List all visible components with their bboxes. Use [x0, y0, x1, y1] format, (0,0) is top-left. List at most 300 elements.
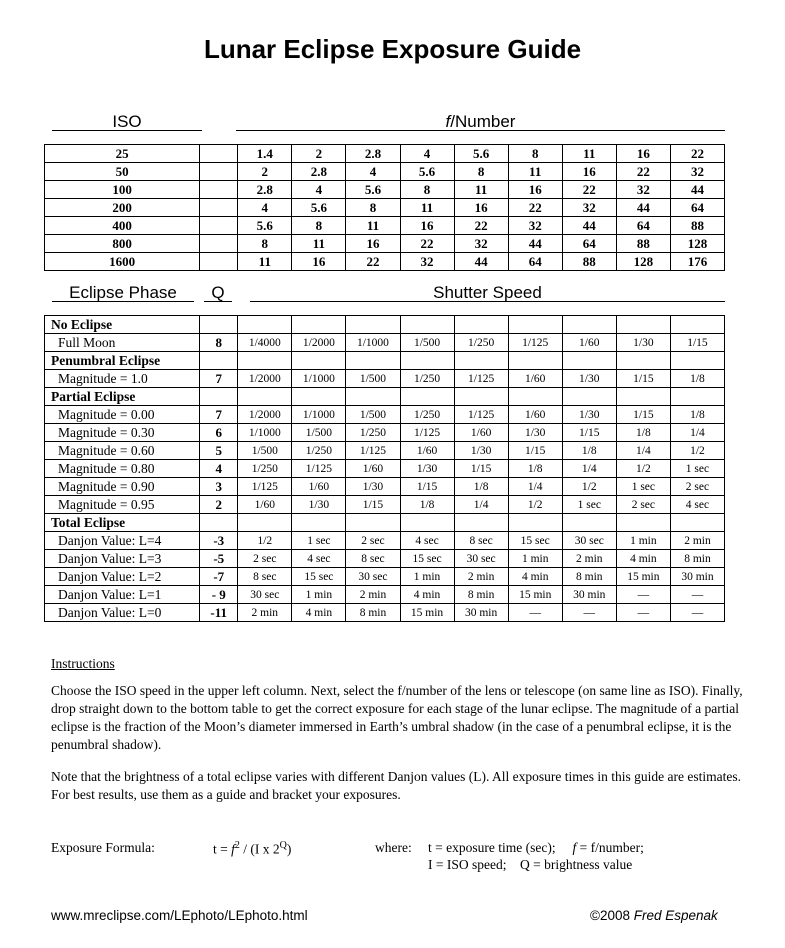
exposure-cell [508, 388, 562, 406]
exposure-cell [562, 316, 616, 334]
exposure-cell: 30 sec [562, 532, 616, 550]
iso-value: 25 [45, 145, 200, 163]
exposure-cell: 1/125 [346, 442, 400, 460]
exposure-cell [670, 316, 724, 334]
fnumber-cell: 88 [616, 235, 670, 253]
section-row [45, 514, 725, 532]
fnumber-cell: 88 [670, 217, 724, 235]
exposure-cell: 1/60 [238, 496, 292, 514]
exposure-cell: 1/4 [454, 496, 508, 514]
fnumber-cell: 44 [616, 199, 670, 217]
exposure-cell: 1/8 [562, 442, 616, 460]
fnumber-cell: 16 [292, 253, 346, 271]
exposure-cell: 1/30 [562, 406, 616, 424]
footer-copyright: ©2008 [590, 908, 630, 923]
fnumber-header-underline [236, 130, 725, 131]
section-row [45, 352, 725, 370]
fnumber-cell: 64 [616, 217, 670, 235]
exposure-cell: 30 sec [238, 586, 292, 604]
phase-label: Magnitude = 0.80 [45, 460, 200, 478]
exposure-cell: 1/1000 [346, 334, 400, 352]
fnumber-cell: 2 [238, 163, 292, 181]
exposure-cell: 1/500 [400, 334, 454, 352]
fnumber-cell: 5.6 [400, 163, 454, 181]
exposure-cell: 4 sec [400, 532, 454, 550]
exposure-cell [670, 514, 724, 532]
fnumber-cell: 11 [292, 235, 346, 253]
exposure-cell: 1/30 [400, 460, 454, 478]
exposure-row [45, 406, 725, 424]
exposure-cell: 2 min [346, 586, 400, 604]
formula-label: Exposure Formula: [51, 840, 155, 855]
fnumber-cell: 32 [454, 235, 508, 253]
formula-def-f: = f/number; [576, 840, 644, 855]
fnumber-cell: 64 [670, 199, 724, 217]
fnumber-cell: 22 [454, 217, 508, 235]
fnumber-cell: 11 [454, 181, 508, 199]
exposure-cell [292, 514, 346, 532]
formula-f: f [231, 841, 235, 857]
fnumber-cell: 2.8 [346, 145, 400, 163]
fnumber-cell: 5.6 [238, 217, 292, 235]
fnumber-cell: 4 [238, 199, 292, 217]
q-value: -7 [200, 568, 238, 586]
q-cell [200, 352, 238, 370]
iso-table-row [45, 217, 725, 235]
exposure-cell: 1/1000 [292, 370, 346, 388]
footer-url: www.mreclipse.com/LEphoto/LEphoto.html [51, 908, 308, 923]
spacer-cell [200, 145, 238, 163]
exposure-cell: 1/125 [400, 424, 454, 442]
exposure-cell: 1/2000 [292, 334, 346, 352]
exposure-cell [400, 352, 454, 370]
exposure-cell: 15 sec [400, 550, 454, 568]
fnumber-cell: 44 [508, 235, 562, 253]
fnumber-cell: 4 [400, 145, 454, 163]
spacer-cell [200, 181, 238, 199]
fnumber-cell: 8 [400, 181, 454, 199]
exposure-cell: 2 sec [670, 478, 724, 496]
fnumber-cell: 44 [670, 181, 724, 199]
exposure-row [45, 586, 725, 604]
exposure-cell: 1/30 [562, 370, 616, 388]
fnumber-cell: 5.6 [292, 199, 346, 217]
exposure-cell: 1/60 [292, 478, 346, 496]
exposure-cell: 15 min [400, 604, 454, 622]
iso-table-row [45, 253, 725, 271]
exposure-cell [670, 388, 724, 406]
exposure-cell: 1/2000 [238, 406, 292, 424]
phase-label: Danjon Value: L=2 [45, 568, 200, 586]
exposure-cell: 1 sec [292, 532, 346, 550]
q-cell [200, 388, 238, 406]
exposure-cell: 2 sec [616, 496, 670, 514]
formula-definitions-line-2 [428, 857, 632, 873]
exposure-cell [238, 316, 292, 334]
fnumber-cell: 22 [616, 163, 670, 181]
exposure-cell: 1/500 [238, 442, 292, 460]
q-value: 6 [200, 424, 238, 442]
spacer-cell [200, 217, 238, 235]
iso-header: ISO [112, 112, 142, 131]
exposure-cell: — [562, 604, 616, 622]
formula-definitions-line-1 [428, 840, 644, 856]
iso-fnumber-table [44, 144, 725, 271]
q-value: -5 [200, 550, 238, 568]
exposure-cell: 1/60 [562, 334, 616, 352]
exposure-cell: 1/30 [616, 334, 670, 352]
exposure-cell: 1 min [400, 568, 454, 586]
q-cell [200, 316, 238, 334]
exposure-cell: 1/500 [292, 424, 346, 442]
exposure-cell: 1/2 [616, 460, 670, 478]
fnumber-cell: 2 [292, 145, 346, 163]
exposure-row [45, 604, 725, 622]
exposure-cell [400, 316, 454, 334]
exposure-cell [292, 316, 346, 334]
fnumber-cell: 32 [562, 199, 616, 217]
exposure-cell [238, 352, 292, 370]
fnumber-cell: 32 [508, 217, 562, 235]
exposure-cell: 15 min [508, 586, 562, 604]
exposure-cell [400, 514, 454, 532]
exposure-cell: 8 sec [238, 568, 292, 586]
iso-table-row [45, 235, 725, 253]
fnumber-cell: 4 [346, 163, 400, 181]
fnumber-cell: 8 [238, 235, 292, 253]
exposure-row [45, 532, 725, 550]
exposure-cell: 1/250 [292, 442, 346, 460]
formula-exponent-q: Q [279, 840, 287, 851]
exposure-cell [670, 352, 724, 370]
formula-lhs: t = [213, 841, 232, 857]
exposure-cell: 1/125 [454, 406, 508, 424]
phase-label: Danjon Value: L=4 [45, 532, 200, 550]
q-value: - 9 [200, 586, 238, 604]
exposure-cell: 1/60 [508, 406, 562, 424]
fnumber-cell: 16 [346, 235, 400, 253]
iso-header-underline [52, 130, 202, 131]
exposure-cell: 30 sec [346, 568, 400, 586]
shutter-speed-table [44, 315, 725, 622]
exposure-row [45, 496, 725, 514]
fnumber-cell: 128 [616, 253, 670, 271]
footer-author: Fred Espenak [633, 908, 718, 923]
exposure-cell: 1/1000 [238, 424, 292, 442]
q-value: 8 [200, 334, 238, 352]
exposure-cell: — [616, 604, 670, 622]
exposure-cell: 1/500 [346, 370, 400, 388]
formula-close: ) [286, 841, 292, 857]
formula-where: where: [375, 840, 412, 855]
phase-label: Danjon Value: L=1 [45, 586, 200, 604]
exposure-cell: 1/8 [400, 496, 454, 514]
formula-def-i: I = ISO speed; [428, 857, 507, 872]
exposure-cell: 8 min [454, 586, 508, 604]
iso-value: 1600 [45, 253, 200, 271]
fnumber-cell: 16 [508, 181, 562, 199]
exposure-cell: 1/8 [508, 460, 562, 478]
fnumber-cell: 64 [508, 253, 562, 271]
exposure-cell: — [670, 586, 724, 604]
exposure-cell: 1/500 [346, 406, 400, 424]
iso-table-row [45, 145, 725, 163]
fnumber-cell: 11 [400, 199, 454, 217]
exposure-cell: 1/250 [400, 370, 454, 388]
exposure-cell: 1/4 [670, 424, 724, 442]
exposure-cell: 1/4 [508, 478, 562, 496]
q-value: 3 [200, 478, 238, 496]
formula-expression [213, 840, 291, 858]
exposure-cell: 1/2 [238, 532, 292, 550]
exposure-cell: — [508, 604, 562, 622]
fnumber-cell: 32 [400, 253, 454, 271]
exposure-cell: 4 min [292, 604, 346, 622]
exposure-row [45, 424, 725, 442]
exposure-cell: 15 sec [292, 568, 346, 586]
fnumber-cell: 8 [508, 145, 562, 163]
page-title: Lunar Eclipse Exposure Guide [203, 34, 582, 64]
exposure-cell: 1/250 [238, 460, 292, 478]
fnumber-label: /Number [450, 112, 516, 131]
exposure-cell: — [670, 604, 724, 622]
exposure-cell [454, 388, 508, 406]
exposure-row [45, 568, 725, 586]
fnumber-cell: 1.4 [238, 145, 292, 163]
exposure-cell: 1/4 [562, 460, 616, 478]
exposure-cell [238, 388, 292, 406]
iso-value: 400 [45, 217, 200, 235]
fnumber-cell: 88 [562, 253, 616, 271]
fnumber-cell: 44 [562, 217, 616, 235]
exposure-row [45, 550, 725, 568]
exposure-cell: 4 min [400, 586, 454, 604]
fnumber-cell: 11 [562, 145, 616, 163]
phase-label: Magnitude = 0.90 [45, 478, 200, 496]
fnumber-cell: 32 [616, 181, 670, 199]
fnumber-cell: 16 [616, 145, 670, 163]
exposure-cell: 1/60 [454, 424, 508, 442]
phase-header-underline [52, 301, 194, 302]
iso-value: 800 [45, 235, 200, 253]
q-value: 2 [200, 496, 238, 514]
exposure-cell [508, 352, 562, 370]
fnumber-cell: 22 [346, 253, 400, 271]
fnumber-cell: 5.6 [454, 145, 508, 163]
fnumber-f-symbol: f [445, 112, 451, 131]
fnumber-cell: 16 [400, 217, 454, 235]
footer-credit [590, 908, 718, 923]
exposure-cell: 2 sec [238, 550, 292, 568]
instructions-heading: Instructions [51, 656, 115, 671]
exposure-cell: 1/8 [616, 424, 670, 442]
exposure-cell: 1/250 [346, 424, 400, 442]
exposure-cell [454, 514, 508, 532]
exposure-cell [616, 514, 670, 532]
spacer-cell [200, 199, 238, 217]
exposure-cell [454, 316, 508, 334]
exposure-cell: 1/15 [616, 370, 670, 388]
exposure-cell: 1/15 [400, 478, 454, 496]
instructions-paragraph-1: Choose the ISO speed in the upper left column. Next, select the f/number of the lens or telescope (on same line as ISO). Finally, drop straight down to the bottom table to get the correct exposure for each stage of the lunar eclipse. The magnitude of a partial eclipse is the fraction of the Moon’s diameter immersed in Earth’s umbral shadow (in the case of a penumbral eclipse, it is the penumbral shadow). [51, 683, 743, 752]
exposure-cell [400, 388, 454, 406]
exposure-cell: 1/2 [562, 478, 616, 496]
fnumber-cell: 8 [454, 163, 508, 181]
exposure-cell: 1/4 [616, 442, 670, 460]
exposure-cell: 1/8 [454, 478, 508, 496]
fnumber-cell: 176 [670, 253, 724, 271]
formula-def-q: Q = brightness value [519, 857, 633, 872]
phase-label: Magnitude = 1.0 [45, 370, 200, 388]
exposure-cell: 1 sec [670, 460, 724, 478]
exposure-cell: 8 sec [346, 550, 400, 568]
exposure-cell [616, 316, 670, 334]
exposure-cell: 1/15 [616, 406, 670, 424]
exposure-cell [508, 316, 562, 334]
exposure-cell: 8 min [670, 550, 724, 568]
section-row [45, 388, 725, 406]
q-value: -11 [200, 604, 238, 622]
exposure-cell: 1/250 [400, 406, 454, 424]
fnumber-cell: 22 [562, 181, 616, 199]
section-heading: Total Eclipse [45, 514, 200, 532]
exposure-cell: 1/60 [400, 442, 454, 460]
exposure-cell: 8 min [562, 568, 616, 586]
exposure-cell: 1/2 [508, 496, 562, 514]
exposure-cell: 15 sec [508, 532, 562, 550]
exposure-cell [562, 388, 616, 406]
exposure-cell: 4 sec [670, 496, 724, 514]
q-value: 5 [200, 442, 238, 460]
phase-header: Eclipse Phase [69, 283, 177, 302]
exposure-cell: 30 min [670, 568, 724, 586]
exposure-cell: 1 sec [562, 496, 616, 514]
exposure-cell: 1 min [616, 532, 670, 550]
exposure-cell [292, 352, 346, 370]
exposure-row [45, 460, 725, 478]
exposure-cell [616, 388, 670, 406]
iso-table-row [45, 199, 725, 217]
exposure-cell: 1/15 [670, 334, 724, 352]
phase-label: Danjon Value: L=0 [45, 604, 200, 622]
section-heading: No Eclipse [45, 316, 200, 334]
fnumber-cell: 8 [292, 217, 346, 235]
exposure-cell: 1/30 [454, 442, 508, 460]
fnumber-cell: 64 [562, 235, 616, 253]
exposure-cell: 1/1000 [292, 406, 346, 424]
spacer-cell [200, 235, 238, 253]
phase-label: Danjon Value: L=3 [45, 550, 200, 568]
exposure-cell: 1/30 [508, 424, 562, 442]
fnumber-cell: 44 [454, 253, 508, 271]
exposure-row [45, 442, 725, 460]
exposure-cell: 1/250 [454, 334, 508, 352]
section-heading: Penumbral Eclipse [45, 352, 200, 370]
phase-label: Magnitude = 0.30 [45, 424, 200, 442]
fnumber-cell: 32 [670, 163, 724, 181]
phase-label: Full Moon [45, 334, 200, 352]
exposure-cell: 1/30 [292, 496, 346, 514]
exposure-cell: 1/125 [292, 460, 346, 478]
exposure-cell [562, 352, 616, 370]
fnumber-cell: 128 [670, 235, 724, 253]
iso-table-row [45, 163, 725, 181]
exposure-cell [238, 514, 292, 532]
exposure-cell [508, 514, 562, 532]
exposure-cell: 1/15 [562, 424, 616, 442]
exposure-row [45, 370, 725, 388]
fnumber-cell: 8 [346, 199, 400, 217]
fnumber-cell: 5.6 [346, 181, 400, 199]
fnumber-cell: 22 [508, 199, 562, 217]
iso-value: 50 [45, 163, 200, 181]
exposure-cell: 1/125 [454, 370, 508, 388]
exposure-cell: 4 sec [292, 550, 346, 568]
iso-table-row [45, 181, 725, 199]
fnumber-cell: 22 [400, 235, 454, 253]
exposure-cell: 1/60 [346, 460, 400, 478]
phase-label: Magnitude = 0.60 [45, 442, 200, 460]
iso-value: 100 [45, 181, 200, 199]
section-row [45, 316, 725, 334]
exposure-cell: 1/8 [670, 406, 724, 424]
exposure-cell: 2 min [562, 550, 616, 568]
exposure-cell: 2 min [238, 604, 292, 622]
exposure-cell: 4 min [508, 568, 562, 586]
exposure-cell [292, 388, 346, 406]
instructions-paragraph-2: Note that the brightness of a total eclipse varies with different Danjon values (L). All exposure times in this guide are estimates. For best results, use them as a guide and bracket your exposures. [51, 769, 741, 802]
exposure-cell [346, 316, 400, 334]
formula-def-f-symbol: f [572, 840, 577, 855]
spacer-cell [200, 163, 238, 181]
exposure-cell: 4 min [616, 550, 670, 568]
exposure-cell [346, 352, 400, 370]
phase-label: Magnitude = 0.00 [45, 406, 200, 424]
fnumber-cell: 11 [346, 217, 400, 235]
fnumber-cell: 2.8 [292, 163, 346, 181]
phase-label: Magnitude = 0.95 [45, 496, 200, 514]
exposure-cell: 1/125 [238, 478, 292, 496]
exposure-cell: 1/60 [508, 370, 562, 388]
fnumber-header [236, 112, 725, 132]
fnumber-cell: 2.8 [238, 181, 292, 199]
exposure-cell: 1/2000 [238, 370, 292, 388]
exposure-cell [562, 514, 616, 532]
exposure-cell: 1/15 [346, 496, 400, 514]
exposure-cell [346, 514, 400, 532]
q-value: -3 [200, 532, 238, 550]
exposure-cell: 30 min [562, 586, 616, 604]
q-value: 7 [200, 406, 238, 424]
fnumber-cell: 11 [238, 253, 292, 271]
exposure-cell: 1/4000 [238, 334, 292, 352]
fnumber-cell: 4 [292, 181, 346, 199]
q-cell [200, 514, 238, 532]
exposure-cell: 1/2 [670, 442, 724, 460]
exposure-cell [454, 352, 508, 370]
fnumber-cell: 16 [562, 163, 616, 181]
formula-def-t: t = exposure time (sec); [428, 840, 556, 855]
q-header-underline [204, 301, 232, 302]
exposure-row [45, 478, 725, 496]
exposure-cell: 1 sec [616, 478, 670, 496]
exposure-cell: 8 sec [454, 532, 508, 550]
exposure-cell: 2 min [670, 532, 724, 550]
exposure-cell: 30 sec [454, 550, 508, 568]
exposure-cell: 1 min [508, 550, 562, 568]
fnumber-cell: 11 [508, 163, 562, 181]
q-value: 7 [200, 370, 238, 388]
